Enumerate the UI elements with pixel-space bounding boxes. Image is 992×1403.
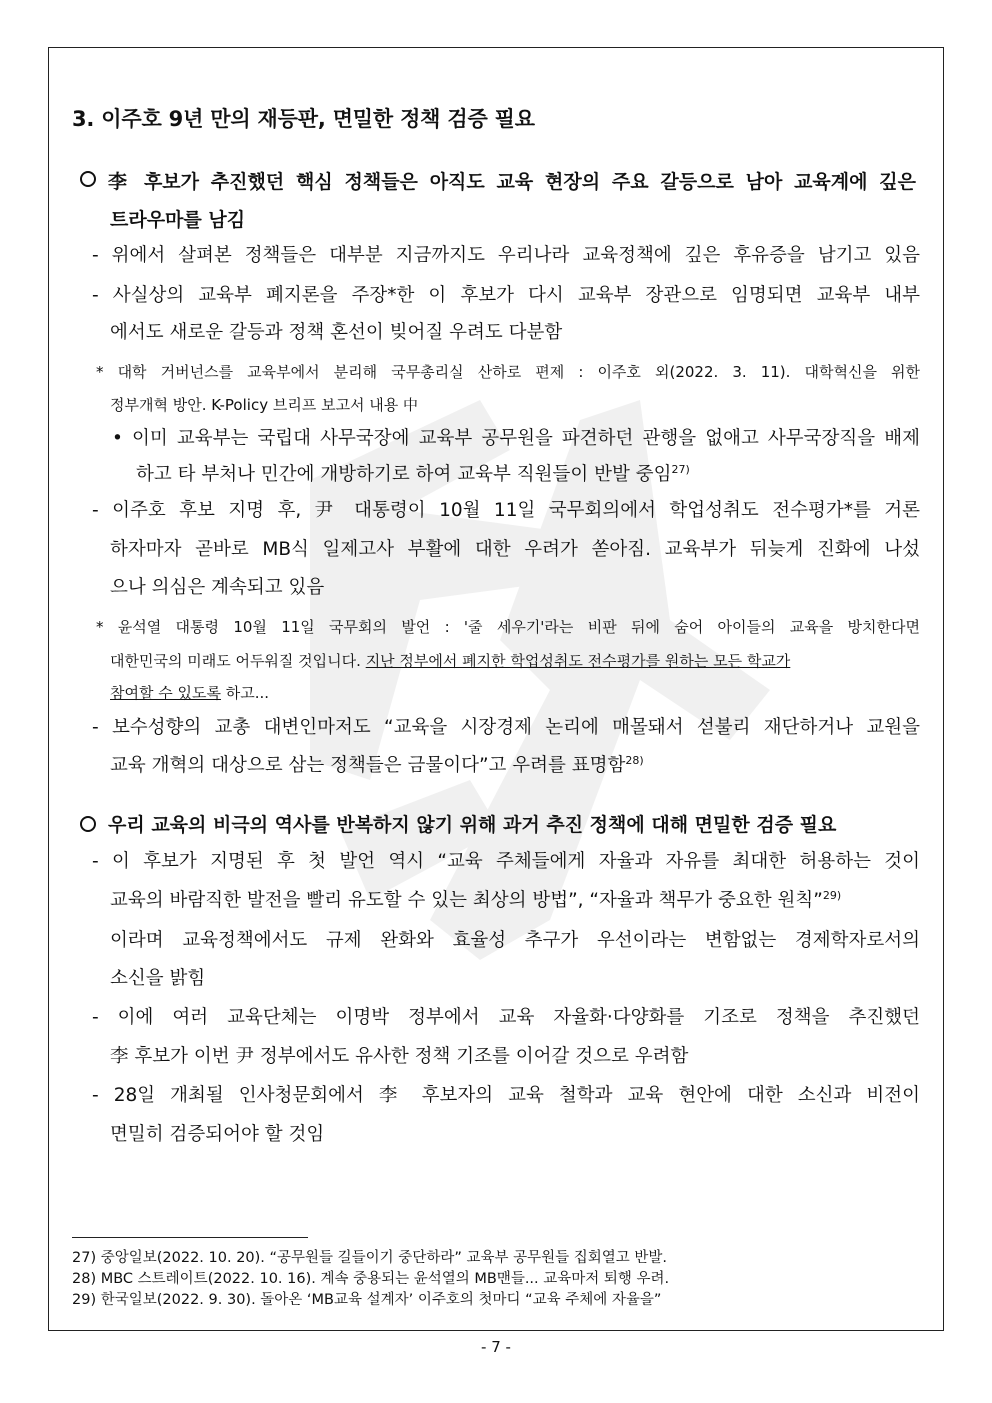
block2-title — [80, 810, 836, 837]
dash-item-3-line3: 으나 의심은 계속되고 있음 — [110, 577, 325, 598]
note-2-line3 — [110, 682, 269, 704]
footnote-ref-29: 29) — [822, 888, 842, 902]
e-item-1-line3: 이라며 교육정책에서도 규제 완화와 효율성 추구가 우선이라는 변함없는 경제학자로서의 — [110, 930, 920, 951]
dot-item-1-text: 하고 타 부처나 민간에 개방하기로 하여 교육부 직원들이 반발 중임 — [136, 464, 672, 485]
block2-title-text: 우리 교육의 비극의 역사를 반복하지 않기 위해 과거 추진 정책에 대해 면밀한 검증 필요 — [108, 814, 837, 836]
circle-bullet-icon — [80, 816, 96, 832]
block1-title-line1: 李 후보가 추진했던 핵심 정책들은 아직도 교육 현장의 주요 갈등으로 남아 교육계에 깊은 — [108, 171, 916, 193]
note-2-line2 — [110, 650, 790, 672]
dash-item-4-line2 — [110, 753, 644, 779]
dash-item-3-line1: - 이주호 후보 지명 후, 尹 대통령이 10월 11일 국무회의에서 학업성취도 전수평가*를 거론 — [92, 500, 920, 521]
dash-item-3-line2: 하자마자 곧바로 MB식 일제고사 부활에 대한 우려가 쏟아짐. 교육부가 뒤늦게 진화에 나섰 — [110, 539, 920, 560]
dash-item-4-line1: - 보수성향의 교총 대변인마저도 “교육을 시장경제 논리에 매몰돼서 섣불리 재단하거나 교원을 — [92, 717, 920, 738]
e-item-1-line1: - 이 후보가 지명된 후 첫 발언 역시 “교육 주체들에게 자율과 자유를 최대한 허용하는 것이 — [92, 851, 920, 872]
dash-item-4-text: 교육 개혁의 대상으로 삼는 정책들은 금물이다”고 우려를 표명함 — [110, 755, 626, 776]
footnote-28: 28) MBC 스트레이트(2022. 10. 16). 계속 중용되는 윤석열의 MB맨들... 교육마저 퇴행 우려. — [72, 1271, 670, 1287]
block1-title — [80, 167, 920, 194]
footnote-29: 29) 한국일보(2022. 9. 30). 돌아온 ‘MB교육 설계자’ 이주호의 첫마디 “교육 주체에 자율을” — [72, 1292, 662, 1308]
footnote-27: 27) 중앙일보(2022. 10. 20). “공무원들 길들이기 중단하라” 교육부 공무원들 집회열고 반발. — [72, 1250, 667, 1266]
e-item-3-line1: - 28일 개최될 인사청문회에서 李 후보자의 교육 철학과 교육 현안에 대한 소신과 비전이 — [92, 1085, 920, 1106]
page-number: - 7 - — [481, 1338, 511, 1356]
e-item-3-line2: 면밀히 검증되어야 할 것임 — [110, 1124, 325, 1145]
footnote-ref-28: 28) — [625, 753, 644, 767]
note-1-line1: * 대학 거버넌스를 교육부에서 분리해 국무총리실 산하로 편제 : 이주호 외(2022. 3. 11). 대학혁신을 위한 — [96, 363, 920, 381]
note-2-text: 대한민국의 미래도 어두워질 것입니다. — [110, 652, 366, 670]
dot-item-1-line1: • 이미 교육부는 국립대 사무국장에 교육부 공무원을 파견하던 관행을 없애고 사무국장직을 배제 — [112, 428, 920, 449]
note-2-line1: * 윤석열 대통령 10월 11일 국무회의 발언 : '줄 세우기'라는 비판 뒤에 숨어 아이들의 교육을 방치한다면 — [96, 618, 920, 636]
e-item-2-line1: - 이에 여러 교육단체는 이명박 정부에서 교육 자율화·다양화를 기조로 정책을 추진했던 — [92, 1007, 920, 1028]
note-2-tail: 하고... — [220, 684, 270, 702]
dash-item-2-line1: - 사실상의 교육부 폐지론을 주장*한 이 후보가 다시 교육부 장관으로 임명되면 교육부 내부 — [92, 285, 920, 306]
footnote-rule — [72, 1237, 308, 1238]
e-item-1-line2 — [110, 888, 920, 914]
e-item-1-line4: 소신을 밝힘 — [110, 968, 206, 989]
note-2-underlined-end: 참여할 수 있도록 — [110, 684, 221, 702]
e-item-1-text: 교육의 바람직한 발전을 빨리 유도할 수 있는 최상의 방법”, “자율과 책무가 중요한 원칙” — [110, 890, 823, 911]
e-item-2-line2: 李 후보가 이번 尹 정부에서도 유사한 정책 기조를 이어갈 것으로 우려함 — [110, 1046, 689, 1067]
circle-bullet-icon — [80, 171, 96, 187]
note-1-line2: 정부개혁 방안. K-Policy 브리프 보고서 내용 中 — [110, 396, 419, 414]
dash-item-2-line2: 에서도 새로운 갈등과 정책 혼선이 빚어질 우려도 다분함 — [110, 322, 563, 343]
note-2-underlined: 지난 정부에서 폐지한 학업성취도 전수평가를 원하는 모든 학교가 — [365, 652, 791, 670]
section-heading: 3. 이주호 9년 만의 재등판, 면밀한 정책 검증 필요 — [72, 107, 535, 131]
footnote-ref-27: 27) — [671, 462, 690, 476]
block1-title-line2: 트라우마를 남김 — [110, 209, 246, 231]
dot-item-1-line2 — [136, 462, 690, 488]
dash-item-1: - 위에서 살펴본 정책들은 대부분 지금까지도 우리나라 교육정책에 깊은 후유증을 남기고 있음 — [92, 245, 920, 266]
